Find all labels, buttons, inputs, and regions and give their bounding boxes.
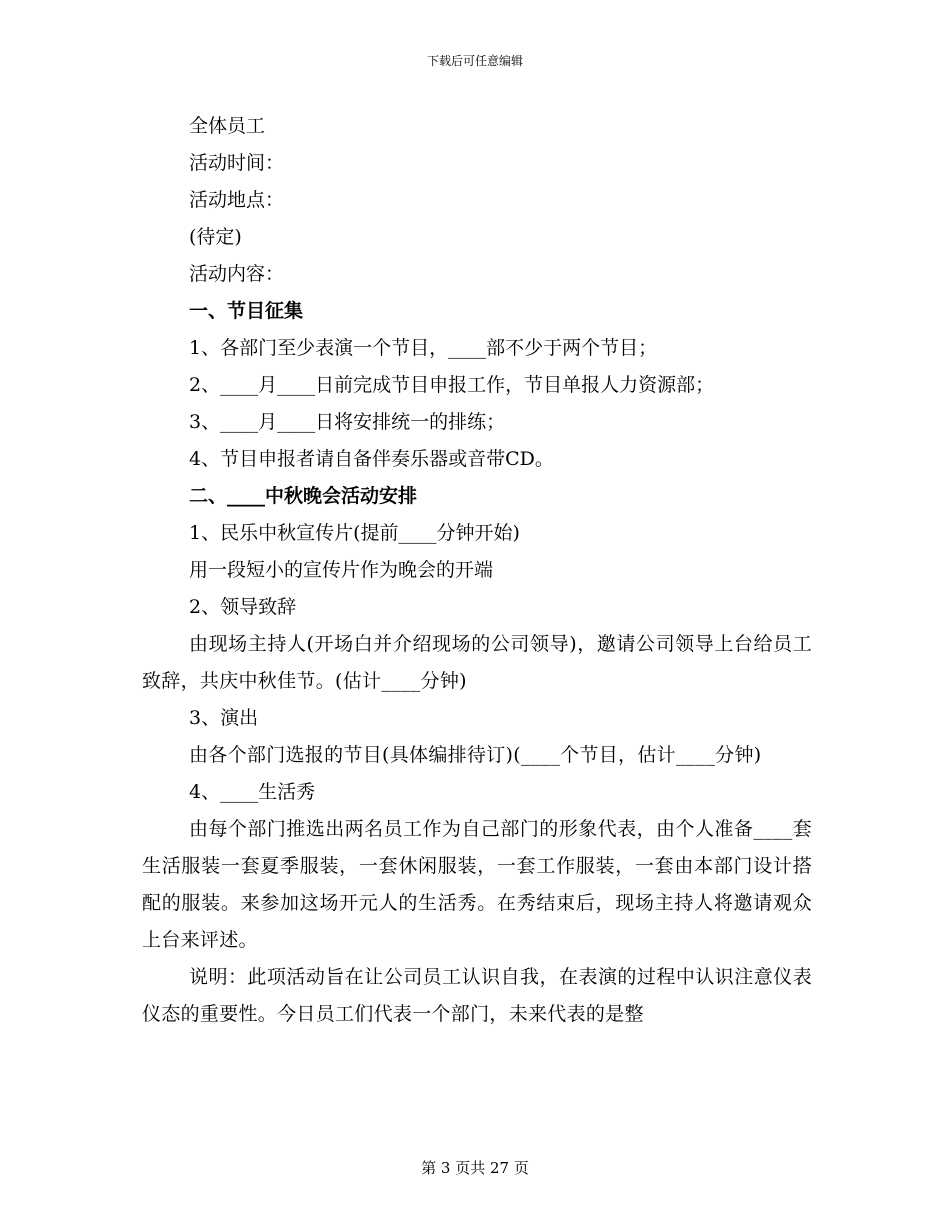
sub-item-description: 由每个部门推选出两名员工作为自己部门的形象代表，由个人准备____套生活服装一套夏季服装，一套休闲服装，一套工作服装，一套由本部门设计搭配的服装。来参加这场开元人的生活秀。在秀结束后，现场主持人将邀请观众上台来评述。: [142, 818, 812, 951]
sub-item-description: 用一段短小的宣传片作为晚会的开端: [189, 559, 494, 581]
sub-item-description: 由各个部门选报的节目(具体编排待订)(____个节目，估计____分钟): [189, 744, 762, 766]
document-body: [142, 108, 812, 1033]
list-item: 4、节目申报者请自备伴奏乐器或音带CD。: [189, 448, 554, 470]
sub-item-description: 由现场主持人(开场白并介绍现场的公司领导)，邀请公司领导上台给员工致辞，共庆中秋佳节。(估计____分钟): [142, 633, 812, 692]
sub-item-title: 2、领导致辞: [189, 596, 297, 618]
note-paragraph: 说明：此项活动旨在让公司员工认识自我，在表演的过程中认识注意仪表仪态的重要性。今日员工们代表一个部门，未来代表的是整: [142, 966, 812, 1025]
sub-item-title: 3、演出: [189, 707, 259, 729]
section-heading-1: 一、节目征集: [189, 300, 304, 322]
list-item: 3、____月____日将安排统一的排练；: [189, 411, 506, 433]
list-item: 1、各部门至少表演一个节目，____部不少于两个节目；: [189, 337, 658, 359]
sub-item-title: 4、____生活秀: [189, 781, 316, 803]
section-heading-2: 二、____中秋晚会活动安排: [189, 485, 418, 507]
event-time-label: 活动时间：: [189, 152, 285, 174]
sub-item-title: 1、民乐中秋宣传片(提前____分钟开始): [189, 522, 520, 544]
page-footer: 第 3 页共 27 页: [421, 1159, 529, 1177]
event-content-label: 活动内容：: [189, 263, 285, 285]
audience-line: 全体员工: [189, 115, 266, 137]
list-item: 2、____月____日前完成节目申报工作，节目单报人力资源部；: [189, 374, 715, 396]
event-location-label: 活动地点：: [189, 189, 285, 211]
location-pending: (待定): [189, 226, 242, 248]
page-header: 下载后可任意编辑: [426, 54, 523, 68]
